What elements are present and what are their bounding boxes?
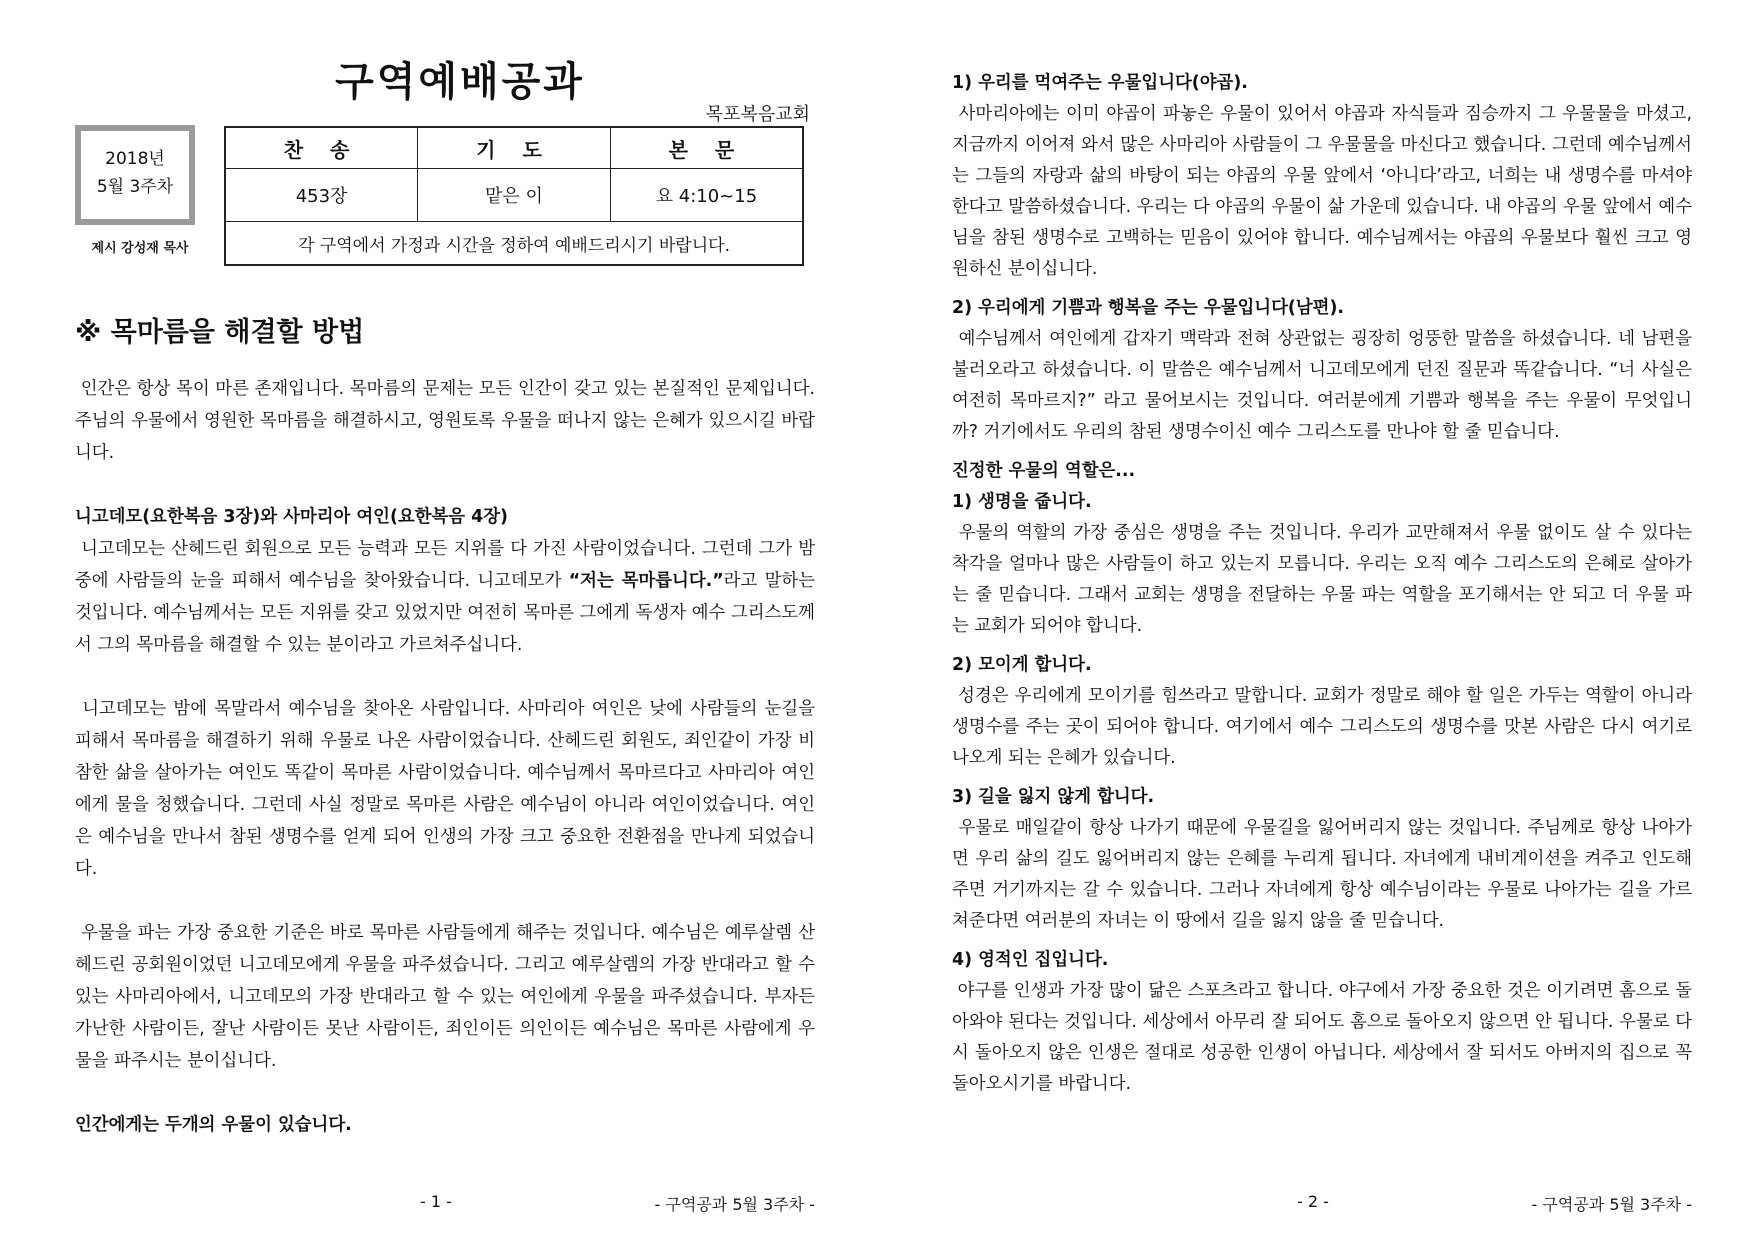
role-3-text: 우물로 매일같이 항상 나가기 때문에 우물길을 잃어버리지 않는 것입니다. 주님께로 항상 나아가면 우리 삶의 길도 잃어버리지 않는 은혜를 누리게 됩니다. 자녀에게 내비게이션을 켜주고 인도해주면 거기까지는 갈 수 있습니다. 그러나 자녀에게 항상 예수님이라는 우물로 나아가는 길을 가르쳐준다면 여러분의 자녀는 이 땅에서 길을 잃지 않을 줄 믿습니다. (952, 818, 1692, 931)
header-prayer: 기 도 (418, 127, 611, 169)
role-3-title: 3) 길을 잃지 않게 합니다. (952, 787, 1155, 807)
value-hymn: 453장 (225, 169, 418, 222)
page-footer: - 구역공과 5월 3주차 - (1531, 1195, 1692, 1214)
role-1-title: 1) 생명을 줍니다. (952, 492, 1092, 512)
well-2-text: 예수님께서 여인에게 갑자기 맥락과 전혀 상관없는 굉장히 엉뚱한 말씀을 하셨습니다. 네 남편을 불러오라고 하셨습니다. 이 말씀은 예수님께서 니고데모에게 던진 질문과 똑같습니다. “너 사실은 여전히 목마르지?” 라고 물어보시는 것입니다. 여러분에게 기쁨과 행복을 주는 우물이 무엇입니까? 거기에서도 우리의 참된 생명수이신 예수 그리스도를 만나야 할 줄 믿습니다. (952, 329, 1692, 442)
closing-line: 인간에게는 두개의 우물이 있습니다. (75, 1115, 352, 1135)
role-1-text: 우물의 역할의 가장 중심은 생명을 주는 것입니다. 우리가 교만해져서 우물 없이도 살 수 있다는 착각을 얼마나 많은 사람들이 하고 있는지 모릅니다. 우리는 오직 예수 그리스도의 은혜로 살아가는 줄 믿습니다. 그래서 교회는 생명을 전달하는 우물 파는 역할을 포기해서는 안 되고 더 우물 파는 교회가 되어야 합니다. (952, 523, 1692, 636)
paragraph-3-text: 우물을 파는 가장 중요한 기준은 바로 목마른 사람들에게 해주는 것입니다. 예수님은 예루살렘 산헤드린 공회원이었던 니고데모에게 우물을 파주셨습니다. 그리고 예루살렘의 가장 반대라고 할 수 있는 사마리아에서, 니고데모의 가장 반대라고 할 수 있는 여인에게 우물을 파주셨습니다. 부자든 가난한 사람이든, 잘난 사람이든 못난 사람이든, 죄인이든 의인이든 예수님은 목마른 사람에게 우물을 파주시는 분이십니다. (75, 923, 816, 1071)
role-1-body (952, 518, 1692, 642)
page-number: - 2 - (1297, 1192, 1329, 1211)
role-3-body (952, 813, 1692, 937)
role-4-title: 4) 영적인 집입니다. (952, 950, 1109, 970)
well-1-title: 1) 우리를 먹여주는 우물입니다(야곱). (952, 73, 1248, 93)
intro-paragraph (75, 373, 815, 469)
paragraph-2 (75, 693, 815, 885)
date-box (75, 125, 195, 225)
worship-info-table (224, 126, 804, 266)
well-2-body (952, 324, 1692, 448)
section-title: ※ 목마름을 해결할 방법 (75, 317, 365, 348)
role-2-body (952, 681, 1692, 774)
role-2-text: 성경은 우리에게 모이기를 힘쓰라고 말합니다. 교회가 정말로 해야 할 일은 가두는 역할이 아니라 생명수를 주는 곳이 되어야 합니다. 여기에서 예수 그리스도의 생명수를 맛본 사람은 다시 여기로 나오게 되는 은혜가 있습니다. (952, 686, 1693, 768)
role-heading: 진정한 우물의 역할은... (952, 461, 1136, 481)
page-1-body (75, 373, 815, 1141)
role-2-title: 2) 모이게 합니다. (952, 655, 1092, 675)
subheading: 니고데모(요한복음 3장)와 사마리아 여인(요한복음 4장) (75, 507, 508, 527)
paragraph-1 (75, 533, 815, 661)
value-scripture: 요 4:10~15 (610, 169, 803, 222)
header-scripture: 본 문 (610, 127, 803, 169)
document-title: 구역예배공과 (335, 59, 585, 105)
paragraph-2-text: 니고데모는 밤에 목말라서 예수님을 찾아온 사람입니다. 사마리아 여인은 낮에 사람들의 눈길을 피해서 목마름을 해결하기 위해 우물로 나온 사람이었습니다. 산헤드린 회원도, 죄인같이 가장 비참한 삶을 살아가는 여인도 똑같이 목마른 사람이었습니다. 예수님께서 목마르다고 사마리아 여인에게 물을 청했습니다. 그런데 사실 정말로 목마른 사람은 예수님이 아니라 여인이었습니다. 여인은 예수님을 만나서 참된 생명수를 얻게 되어 인생의 가장 크고 중요한 전환점을 만나게 되었습니다. (75, 699, 815, 879)
well-1-body (952, 99, 1692, 285)
well-2-title: 2) 우리에게 기쁨과 행복을 주는 우물입니다(남편). (952, 298, 1345, 318)
paragraph-3 (75, 917, 815, 1077)
page-footer: - 구역공과 5월 3주차 - (654, 1195, 815, 1214)
role-4-body (952, 976, 1692, 1100)
paragraph-1-quote: “저는 목마릅니다.” (568, 571, 724, 591)
page-2 (877, 0, 1754, 1240)
table-note: 각 구역에서 가정과 시간을 정하여 예배드리시기 바랍니다. (225, 222, 803, 266)
page-number: - 1 - (420, 1192, 452, 1211)
date-week: 5월 3주차 (96, 177, 174, 197)
page-2-body (952, 68, 1692, 1100)
intro-text: 인간은 항상 목이 마른 존재입니다. 목마름의 문제는 모든 인간이 갖고 있는 본질적인 문제입니다. 주님의 우물에서 영원한 목마름을 해결하시고, 영원토록 우물을 떠나지 않는 은혜가 있으시길 바랍니다. (75, 379, 816, 463)
well-1-text: 사마리아에는 이미 야곱이 파놓은 우물이 있어서 야곱과 자식들과 짐승까지 그 우물물을 마셨고, 지금까지 이어져 와서 많은 사마리아 사람들이 그 우물물을 마신다고 했습니다. 그런데 예수님께서는 그들의 자랑과 삶의 바탕이 되는 야곱의 우물 앞에서 ‘아니다’라고, 너희는 내 생명수를 마셔야한다고 말씀하셨습니다. 우리는 다 야곱의 우물이 삶 가운데 있습니다. 내 야곱의 우물 앞에서 예수님을 참된 생명수로 고백하는 믿음이 있어야 합니다. 예수님께서는 야곱의 우물보다 훨씬 크고 영원하신 분이십니다. (952, 104, 1692, 279)
date-year: 2018년 (105, 149, 165, 169)
church-name: 목포복음교회 (705, 104, 810, 125)
paragraph-1-a: 니고데모는 산헤드린 회원으로 모든 능력과 모든 지위를 다 가진 사람이었습니다. 그런데 그가 밤중에 사람들의 눈을 피해서 예수님을 찾아왔습니다. 니고데모가 (75, 539, 816, 591)
role-4-text: 야구를 인생과 가장 많이 닮은 스포츠라고 합니다. 야구에서 가장 중요한 것은 이기려면 홈으로 돌아와야 된다는 것입니다. 세상에서 아무리 잘 되어도 홈으로 돌아오지 않으면 안 됩니다. 우물로 다시 돌아오지 않은 인생은 절대로 성공한 인생이 아닙니다. 세상에서 잘 되서도 아버지의 집으로 꼭 돌아오시기를 바랍니다. (952, 981, 1692, 1094)
paragraph-1-b: 라고 말하는 것입니다. 예수님께서는 모든 지위를 갖고 있었지만 여전히 목마른 그에게 독생자 예수 그리스도께서 그의 목마름을 해결할 수 있는 분이라고 가르쳐주십니다. (75, 571, 815, 655)
header-hymn: 찬 송 (225, 127, 418, 169)
value-prayer: 맡은 이 (418, 169, 611, 222)
presenter: 제시 강성재 목사 (91, 241, 189, 256)
